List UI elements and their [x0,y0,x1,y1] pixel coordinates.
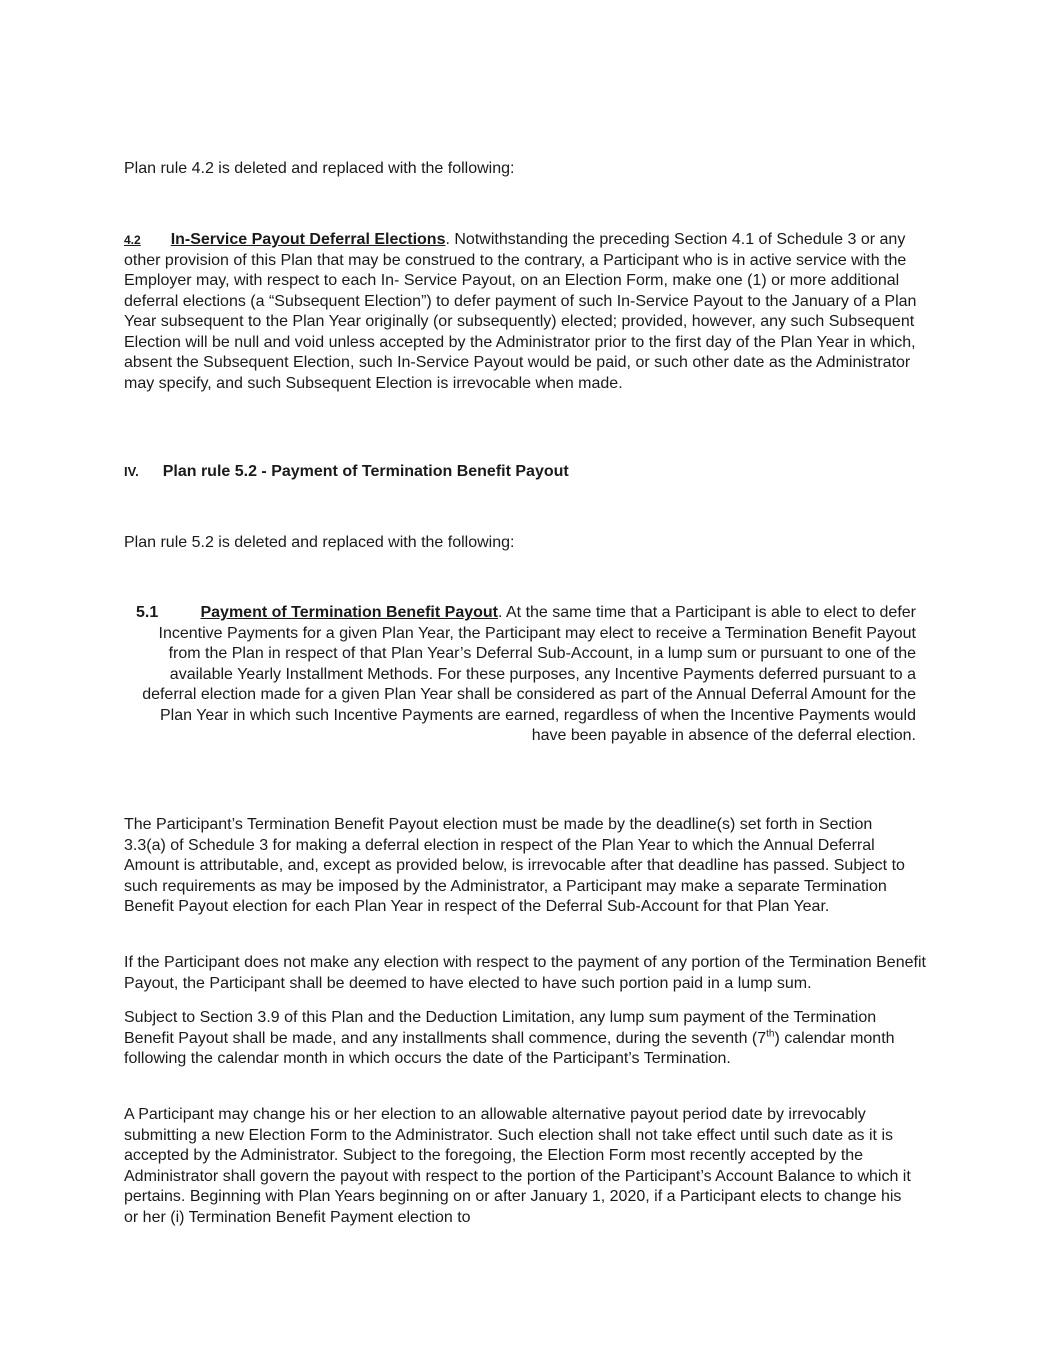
paragraph-seventh-month [124,1008,914,1070]
section-5-1-body: . At the same time that a Participant is able to elect to defer Incentive Payments for a given Plan Year, the Participant may elect to receive a Termination Benefit Payout from the Plan in respect of that Plan Year’s Deferral Sub-Account, in a lump sum or pursuant to one of the available Yearly Installment Methods. For these purposes, any Incentive Payments deferred pursuant to a deferral election made for a given Plan Year shall be considered as part of the Annual Deferral Amount for the Plan Year in which such Incentive Payments are earned, regardless of when the Incentive Payments would have been payable in absence of the deferral election. [142,604,916,744]
section-4-2 [124,230,920,394]
superscript-th: th [766,1028,775,1040]
section-4-2-title: In-Service Payout Deferral Elections [170,231,446,248]
section-5-1-number: 5.1 [136,604,159,621]
paragraph-election-deadline: The Participant’s Termination Benefit Payout election must be made by the deadline(s) set forth in Section 3.3(a) of Schedule 3 for making a deferral election in respect of the Plan Year to which the Annual Deferral Amount is attributable, and, except as provided below, is irrevocable after that deadline has passed. Subject to such requirements as may be imposed by the Administrator, a Participant may make a separate Termination Benefit Payout election for each Plan Year in respect of the Deferral Sub-Account for that Plan Year. [124,816,905,915]
section-4-2-body: . Notwithstanding the preceding Section 4.1 of Schedule 3 or any other provision of this Plan that may be construed to the contrary, a Participant who is in active service with the Employer may, with respect to each In- Service Payout, on an Election Form, make one (1) or more additional deferral elections (a “Subsequent Election”) to defer payment of such In-Service Payout to the January of a Plan Year subsequent to the Plan Year originally (or subsequently) elected; provided, however, any such Subsequent Election will be null and void unless accepted by the Administrator prior to the first day of the Plan Year in which, absent the Subsequent Election, such In-Service Payout would be paid, or such other date as the Administrator may specify, and such Subsequent Election is irrevocable when made. [124,231,917,392]
intro-rule-4-2: Plan rule 4.2 is deleted and replaced with the following: [124,160,515,177]
section-5-1 [136,603,916,747]
paragraph-seventh-month-a: Subject to Section 3.9 of this Plan and the Deduction Limitation, any lump sum payment of the Termination Benefit Payout shall be made, and any installments shall commence, during the seventh (7 [124,1009,877,1047]
heading-iv [124,462,930,483]
paragraph-default-lump-sum: If the Participant does not make any election with respect to the payment of any portion of the Termination Benefit Payout, the Participant shall be deemed to have elected to have such portion paid in a lump sum. [124,954,926,992]
intro-rule-5-2: Plan rule 5.2 is deleted and replaced with the following: [124,534,515,551]
paragraph-change-election: A Participant may change his or her election to an allowable alternative payout period date by irrevocably submitting a new Election Form to the Administrator. Such election shall not take effect until such date as it is accepted by the Administrator. Subject to the foregoing, the Election Form most recently accepted by the Administrator shall govern the payout with respect to the portion of the Participant’s Account Balance to which it pertains. Beginning with Plan Years beginning on or after January 1, 2020, if a Participant elects to change his or her (i) Termination Benefit Payment election to [124,1106,911,1226]
section-4-2-number: 4.2 [124,233,141,247]
paragraph-seventh-month-b: ) calendar month following the calendar month in which occurs the date of the Participant’s Termination. [124,1029,895,1067]
heading-iv-roman: IV. [124,464,139,479]
heading-iv-title: Plan rule 5.2 - Payment of Termination Benefit Payout [162,463,569,480]
section-5-1-title: Payment of Termination Benefit Payout [200,604,498,621]
